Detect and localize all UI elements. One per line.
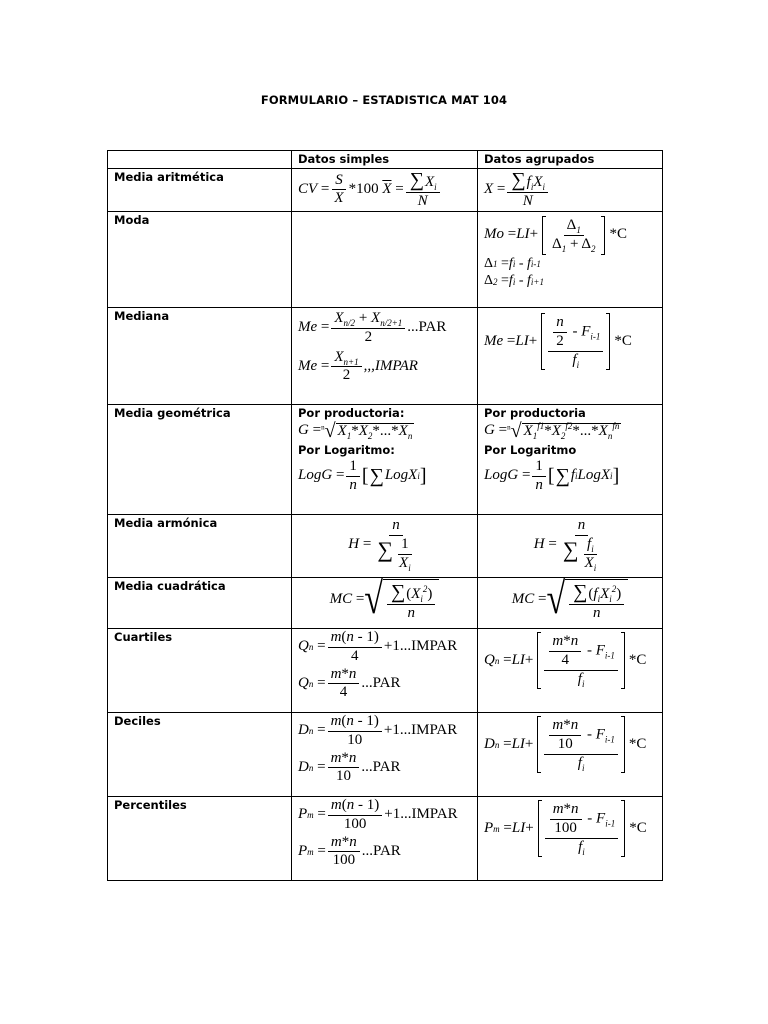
cell-cuartiles-agrupados: Q n = LI + $\frac{m*n}{4}$ - $F_{i-1}$ $f_i$ *C [478,629,663,713]
cell-mediana-simple: Me = $\frac{X_{n/2} + X_{n/2+1}}{2}$ ...PAR Me = $\frac{X_{n+1}}{2}$ ,,,IMPAR [292,308,478,405]
row-media-aritmetica [108,169,663,212]
cell-cuartiles-simple: Q n = $\frac{m(n - 1)}{4}$ +1...IMPAR Q n = $\frac{m*n}{4}$ ...PAR [292,629,478,713]
row-media-geometrica [108,405,663,515]
cell-moda-simple [292,212,478,308]
formula-table [107,150,663,881]
cell-moda-agrupados: Mo = LI + $\frac{\Delta_1}{\Delta_1 + \Delta_2}$ *C Δ 1 = f i - f i-1 Δ 2 = f i - f i+1 [478,212,663,308]
label-cuartiles: Cuartiles [108,629,292,713]
label-percentiles: Percentiles [108,797,292,881]
geo-simple-logaritmo-label: Por Logaritmo: [298,443,395,457]
cell-media-armonica-agrupados: H = n ∑ $\frac{f_i}{X_i}$ [478,515,663,578]
header-datos-agrupados: Datos agrupados [478,151,663,169]
row-moda [108,212,663,308]
mediana-impar-text: ,,,IMPAR [363,357,418,374]
cuartiles-par-text: ...PAR [361,674,401,691]
cell-media-cuadratica-agrupados: MC = √ $\frac{\sum(f_iX_i^2)}{n}$ [478,578,663,629]
cell-deciles-agrupados: D n = LI + $\frac{m*n}{10}$ - $F_{i-1}$ $f_i$ *C [478,713,663,797]
percentiles-par-text: ...PAR [361,842,401,859]
label-media-cuadratica: Media cuadrática [108,578,292,629]
cell-mediana-agrupados: Me = LI + $\frac{n}{2}$ - $F_{i-1}$ $f_i$ *C [478,308,663,405]
label-media-aritmetica: Media aritmética [108,169,292,212]
cell-media-aritmetica-agrupados: X = $\frac{\sum f_iX_i}{N}$ [478,169,663,212]
geo-agr-logaritmo-label: Por Logaritmo [484,443,577,457]
label-media-geometrica: Media geométrica [108,405,292,515]
cell-media-armonica-simple: H = n ∑ $\frac{1}{X_i}$ [292,515,478,578]
row-media-armonica [108,515,663,578]
row-deciles [108,713,663,797]
cell-percentiles-agrupados: P m = LI + $\frac{m*n}{100}$ - $F_{i-1}$ $f_i$ *C [478,797,663,881]
cell-media-geometrica-simple: Por productoria: G = $^n$√ $X_1*X_2*...*X_n$ Por Logaritmo: LogG = $\frac{1}{n}$ [ ∑ LogX i ] [292,405,478,515]
label-moda: Moda [108,212,292,308]
geo-simple-productoria-label: Por productoria: [298,406,405,420]
cell-media-cuadratica-simple: MC = √ $\frac{\sum(X_i^2)}{n}$ [292,578,478,629]
label-mediana: Mediana [108,308,292,405]
row-media-cuadratica [108,578,663,629]
cell-deciles-simple: D n = $\frac{m(n - 1)}{10}$ +1...IMPAR D n = $\frac{m*n}{10}$ ...PAR [292,713,478,797]
cell-media-geometrica-agrupados: Por productoria G = $^n$√ $X_1^{f1}*X_2^{f2}*...*X_n^{fn}$ Por Logaritmo LogG = $\frac{1}{n}$ [ ∑ f i LogX i ] [478,405,663,515]
table-header-row [108,151,663,169]
geo-agr-productoria-label: Por productoria [484,406,586,420]
header-empty [108,151,292,169]
label-media-armonica: Media armónica [108,515,292,578]
cell-media-aritmetica-simple: CV = $\frac{S}{X}$ *100 $\overline{X}$ = $\frac{\sum X_i}{N}$ [292,169,478,212]
cell-percentiles-simple: P m = $\frac{m(n - 1)}{100}$ +1...IMPAR P m = $\frac{m*n}{100}$ ...PAR [292,797,478,881]
cuartiles-impar-text: +1...IMPAR [383,638,458,655]
page-title: FORMULARIO – ESTADISTICA MAT 104 [260,93,508,107]
deciles-par-text: ...PAR [361,758,401,775]
percentiles-impar-text: +1...IMPAR [384,806,458,823]
header-datos-simples: Datos simples [292,151,478,169]
deciles-impar-text: +1...IMPAR [383,722,458,739]
mediana-par-text: ...PAR [407,319,447,336]
label-deciles: Deciles [108,713,292,797]
row-percentiles [108,797,663,881]
row-cuartiles [108,629,663,713]
row-mediana [108,308,663,405]
